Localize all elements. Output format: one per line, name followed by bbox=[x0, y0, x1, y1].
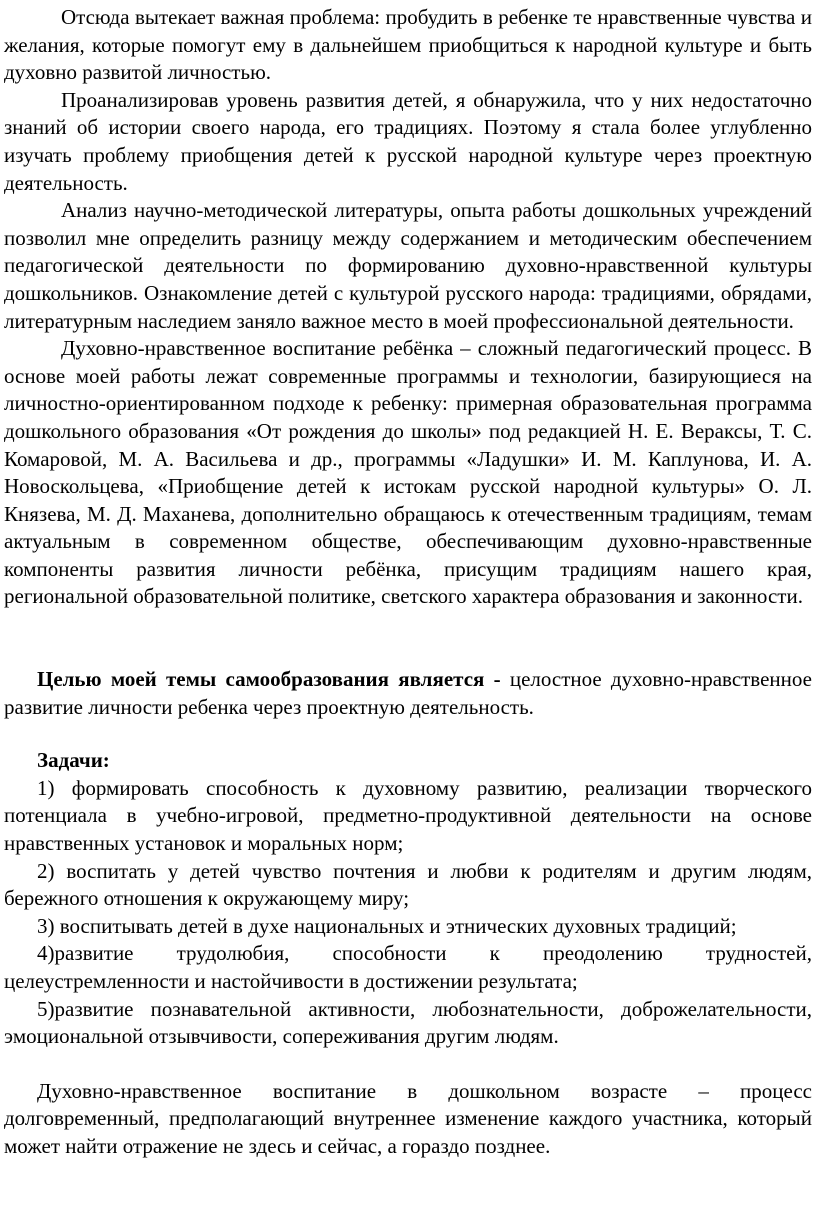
task-item-1: 1) формировать способность к духовному развитию, реализации творческого потенциала в учебно-игровой, предметно-продуктивной деятельности на основе нравственных установок и моральных норм; bbox=[4, 775, 812, 856]
paragraph-literature-analysis: Анализ научно-методической литературы, опыта работы дошкольных учреждений позволил мне определить разницу между содержанием и методическим обеспечением педагогической деятельности по формированию духовно-нравственной культуры дошкольников. Ознакомление детей с культурой русского народа: традициями, обрядами, литературным наследием заняло важное место в моей профессиональной деятельности. bbox=[4, 198, 812, 333]
paragraph-analysis-children: Проанализировав уровень развития детей, я обнаружила, что у них недостаточно знаний об истории своего народа, его традициях. Поэтому я стала более углубленно изучать проблему приобщения детей к русской народной культуре через проектную деятельность. bbox=[4, 87, 812, 195]
task-item-3: 3) воспитывать детей в духе национальных и этнических духовных традиций; bbox=[37, 913, 737, 938]
task-item-2: 2) воспитать у детей чувство почтения и любви к родителям и другим людям, бережного отношения к окружающему миру; bbox=[4, 858, 812, 911]
paragraph-closing: Духовно-нравственное воспитание в дошкольном возрасте – процесс долговременный, предполагающий внутреннее изменение каждого участника, который может найти отражение не здесь и сейчас, а гораздо позднее. bbox=[4, 1078, 812, 1158]
goal-label: Целью моей темы самообразования является - bbox=[37, 667, 501, 692]
tasks-title: Задачи: bbox=[37, 748, 110, 773]
paragraph-programs: Духовно-нравственное воспитание ребёнка – сложный педагогический процесс. В основе моей работы лежат современные программы и технологии, базирующиеся на личностно-ориентированном подходе к ребенку: примерная образовательная программа дошкольного образования «От рождения до школы» под редакцией Н. Е. Вераксы, Т. С. Комаровой, М. А. Васильева и др., программы «Ладушки» И. М. Каплунова, И. А. Новоскольцева, «Приобщение детей к истокам русской народной культуры» О. Л. Князева, М. Д. Маханева, дополнительно обращаюсь к отечественным традициям, темам актуальным в современном обществе, обеспечивающим духовно-нравственные компоненты развития личности ребёнка, присущим традициям нашего края, региональной образовательной политике, светского характера образования и законности. bbox=[4, 336, 812, 609]
paragraph-problem: Отсюда вытекает важная проблема: пробудить в ребенке те нравственные чувства и желания, которые помогут ему в дальнейшем приобщиться к народной культуре и быть духовно развитой личностью. bbox=[4, 5, 812, 85]
goal-text: целостное духовно-нравственное развитие личности ребенка через проектную деятельность. bbox=[4, 667, 812, 719]
task-item-5: 5)развитие познавательной активности, любознательности, доброжелательности, эмоциональной отзывчивости, сопереживания другим людям. bbox=[4, 996, 812, 1049]
goal-statement bbox=[4, 666, 812, 721]
task-item-4: 4)развитие трудолюбия, способности к преодолению трудностей, целеустремленности и настойчивости в достижении результата; bbox=[4, 941, 812, 993]
